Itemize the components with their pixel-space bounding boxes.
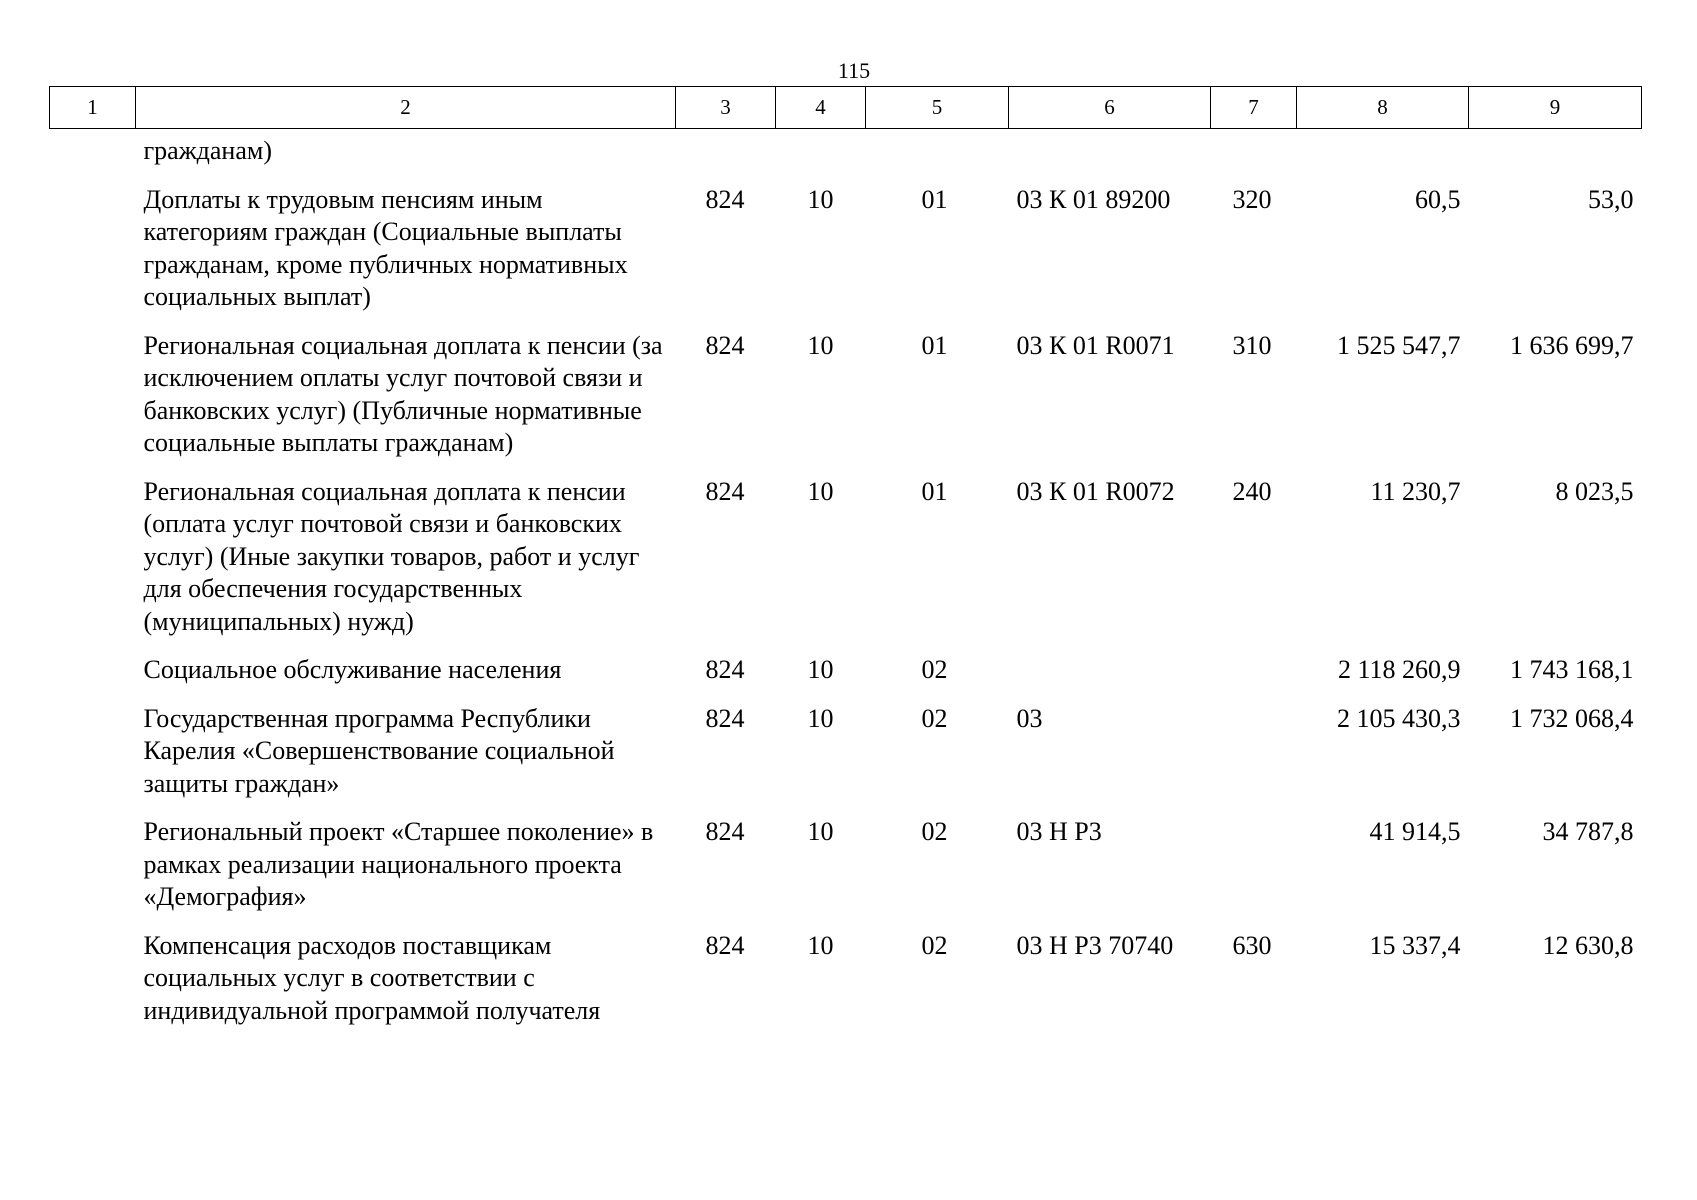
amount-col-9: 34 787,8 <box>1542 817 1634 846</box>
row-index-cell <box>50 476 136 655</box>
column-number-7: 7 <box>1211 87 1297 129</box>
page-number: 115 <box>837 58 871 83</box>
amount-col-8: 2 118 260,9 <box>1337 655 1461 684</box>
column-number-4: 4 <box>776 87 866 129</box>
expense-name: Социальное обслуживание населения <box>143 655 562 684</box>
ministry-code: 824 <box>705 655 745 684</box>
row-index-cell <box>50 129 136 184</box>
ministry-code: 824 <box>705 817 745 846</box>
table-body <box>50 129 1642 1044</box>
table-header <box>50 87 1642 129</box>
section-code: 10 <box>807 330 834 360</box>
expense-type-code <box>1211 816 1297 930</box>
ministry-code <box>676 129 776 184</box>
expense-name: Региональная социальная доплата к пенсии (за исключением оплаты услуг почтовой связи и банковских услуг) (Публичные нормативные социальные выплаты гражданам) <box>143 330 663 457</box>
expense-type-code <box>1211 129 1297 184</box>
expense-name: Компенсация расходов поставщикам социальных услуг в соответствии с индивидуальной программой получателя <box>143 930 601 1025</box>
column-number-3: 3 <box>676 87 776 129</box>
target-article-code: 03 Н Р3 70740 <box>1016 930 1174 960</box>
table-row <box>50 184 1642 330</box>
expense-name: Государственная программа Республики Карелия «Совершенствование социальной защиты граждан» <box>143 703 615 798</box>
target-article-code: 03 К 01 R0071 <box>1016 330 1175 360</box>
section-code: 10 <box>807 817 834 846</box>
column-number-6: 6 <box>1009 87 1211 129</box>
expense-name: гражданам) <box>143 136 273 165</box>
ministry-code: 824 <box>705 184 745 214</box>
section-code: 10 <box>807 703 834 733</box>
header-row <box>50 87 1642 129</box>
amount-col-9: 8 023,5 <box>1555 476 1634 506</box>
table-row <box>50 476 1642 655</box>
budget-table <box>49 86 1642 1043</box>
amount-col-8: 11 230,7 <box>1370 476 1461 506</box>
subsection-code: 01 <box>921 330 948 360</box>
table-row <box>50 816 1642 930</box>
section-code: 10 <box>807 930 834 960</box>
ministry-code: 824 <box>705 476 745 506</box>
table-row <box>50 703 1642 817</box>
amount-col-9: 1 743 168,1 <box>1510 655 1634 684</box>
row-index-cell <box>50 330 136 476</box>
table-row <box>50 330 1642 476</box>
table-row <box>50 654 1642 703</box>
amount-col-8: 1 525 547,7 <box>1337 330 1461 360</box>
amount-col-9: 12 630,8 <box>1542 930 1634 960</box>
amount-col-8: 41 914,5 <box>1369 817 1461 846</box>
expense-type-code: 310 <box>1232 330 1272 360</box>
expense-type-code <box>1211 703 1297 817</box>
ministry-code: 824 <box>705 330 745 360</box>
column-number-5: 5 <box>866 87 1009 129</box>
subsection-code: 02 <box>921 817 948 846</box>
row-index-cell <box>50 816 136 930</box>
target-article-code <box>1009 129 1211 184</box>
ministry-code: 824 <box>705 930 745 960</box>
column-number-9: 9 <box>1469 87 1642 129</box>
subsection-code: 02 <box>921 703 948 733</box>
column-number-1: 1 <box>50 87 136 129</box>
amount-col-8: 2 105 430,3 <box>1337 703 1461 733</box>
target-article-code: 03 К 01 R0072 <box>1016 476 1175 506</box>
subsection-code: 02 <box>921 655 948 684</box>
amount-col-9: 1 636 699,7 <box>1510 330 1634 360</box>
expense-name: Региональный проект «Старшее поколение» в рамках реализации национального проекта «Демография» <box>143 817 654 911</box>
section-code: 10 <box>807 655 834 684</box>
expense-type-code: 240 <box>1232 476 1272 506</box>
expense-name: Региональная социальная доплата к пенсии (оплата услуг почтовой связи и банковских услуг) (Иные закупки товаров, работ и услуг для обеспечения государственных (муниципальных) нужд) <box>143 476 640 636</box>
row-index-cell <box>50 654 136 703</box>
subsection-code: 01 <box>921 184 948 214</box>
table-row <box>50 930 1642 1044</box>
row-index-cell <box>50 930 136 1044</box>
table-row <box>50 129 1642 184</box>
section-code: 10 <box>807 184 834 214</box>
column-number-8: 8 <box>1297 87 1469 129</box>
target-article-code: 03 Н Р3 <box>1016 817 1102 846</box>
amount-col-8: 60,5 <box>1415 184 1461 214</box>
expense-name: Доплаты к трудовым пенсиям иным категориям граждан (Социальные выплаты гражданам, кроме публичных нормативных социальных выплат) <box>143 184 628 311</box>
amount-col-9: 1 732 068,4 <box>1510 703 1634 733</box>
section-code: 10 <box>807 476 834 506</box>
amount-col-8: 15 337,4 <box>1369 930 1461 960</box>
column-number-2: 2 <box>136 87 676 129</box>
target-article-code: 03 К 01 89200 <box>1016 184 1171 214</box>
row-index-cell <box>50 703 136 817</box>
target-article-code <box>1009 654 1211 703</box>
amount-col-9 <box>1469 129 1642 184</box>
ministry-code: 824 <box>705 703 745 733</box>
expense-type-code: 320 <box>1232 184 1272 214</box>
row-index-cell <box>50 184 136 330</box>
amount-col-9: 53,0 <box>1588 184 1634 214</box>
expense-type-code <box>1211 654 1297 703</box>
expense-type-code: 630 <box>1232 930 1272 960</box>
target-article-code: 03 <box>1016 703 1043 733</box>
section-code <box>776 129 866 184</box>
amount-col-8 <box>1297 129 1469 184</box>
subsection-code: 02 <box>921 930 948 960</box>
subsection-code <box>866 129 1009 184</box>
subsection-code: 01 <box>921 476 948 506</box>
